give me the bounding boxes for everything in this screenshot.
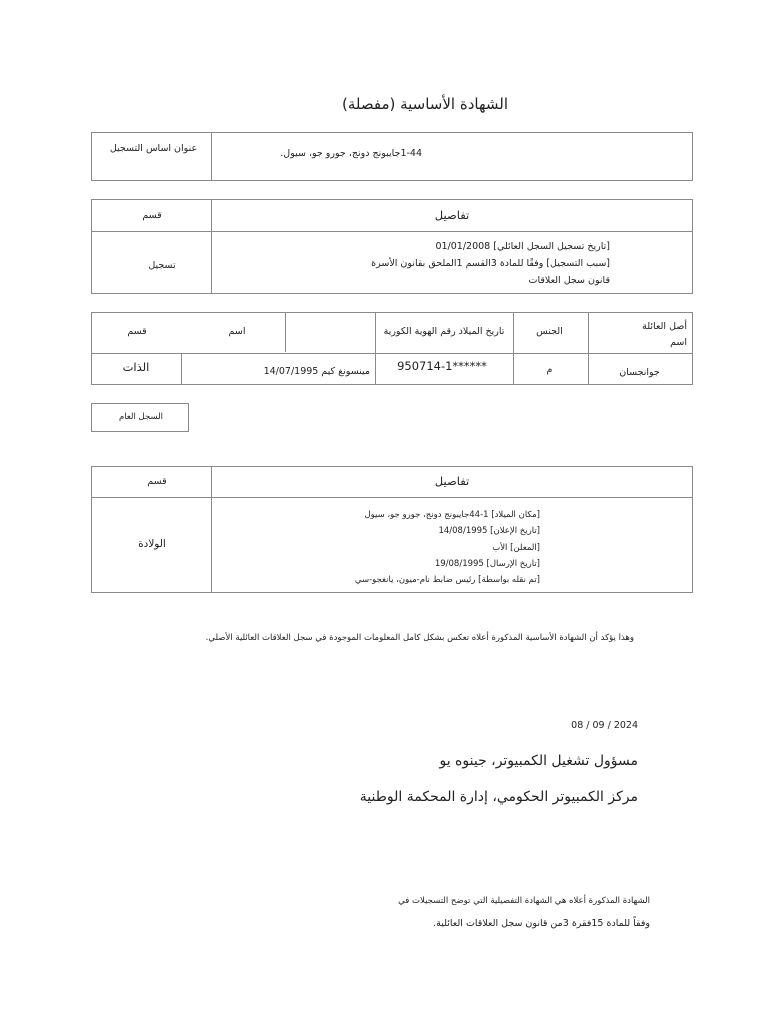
registration-line-3: قانون سجل العلاقات [528, 275, 610, 286]
birth-line-4: [تاريخ الإرسال] 19/08/1995 [434, 559, 540, 569]
registration-header-details: تفاصيل [434, 208, 470, 222]
person-gender: م [546, 364, 553, 375]
birth-line-5: [تم نقله بواسطة] رئيس ضابط نام-ميون، يانغجو-سي [354, 575, 540, 585]
person-id-number: 950714-1****** [397, 359, 487, 373]
birth-header-details: تفاصيل [434, 474, 470, 488]
registration-row-section: تسجيل [148, 260, 176, 271]
registration-table [91, 199, 693, 294]
certification-text: وهذا يؤكد أن الشهادة الأساسية المذكورة أعلاه تعكس بشكل كامل المعلومات الموجودة في سجل العلاقات العائلية الأصلي. [205, 633, 634, 643]
person-header-origin: أصل العائلة [642, 321, 687, 332]
footnote-line-1: الشهادة المذكورة أعلاه هي الشهادة التفصيلية التي توضح التسجيلات في [398, 896, 650, 906]
person-header-section: قسم [127, 326, 147, 337]
person-header-name-sub: اسم [670, 337, 687, 348]
birth-line-3: [المعلن] الأب [492, 543, 540, 553]
birth-line-2: [تاريخ الإعلان] 14/08/1995 [438, 526, 540, 536]
person-section: الذات [122, 360, 150, 374]
footnote-line-2: وفقاً للمادة 15فقرة 3من قانون سجل العلاقات العائلية. [433, 918, 650, 929]
registration-header-section: قسم [142, 210, 162, 221]
birth-header-section: قسم [147, 476, 167, 487]
general-record-label: السجل العام [118, 412, 164, 422]
registration-address-value: 1-44جايبونج دونج، جورو جو، سيول. [280, 148, 422, 159]
page-title: الشهادة الأساسية (مفصلة) [341, 95, 509, 113]
birth-row-section: الولادة [138, 538, 166, 550]
person-table [91, 312, 693, 385]
birth-table [91, 466, 693, 593]
person-header-name: اسم [228, 326, 246, 337]
person-origin: جوانجسان [619, 367, 660, 378]
registration-line-1: [تاريخ تسجيل السجل العائلي] 01/01/2008 [435, 241, 610, 252]
registration-address-label: عنوان اساس التسجيل [109, 143, 198, 154]
registration-address-box [91, 132, 693, 181]
official-title: مسؤول تشغيل الكمبيوتر، جينوه يو [439, 753, 638, 769]
general-record-box [91, 403, 189, 432]
office-name: مركز الكمبيوتر الحكومي، إدارة المحكمة الوطنية [359, 789, 638, 805]
issue-date: 08 / 09 / 2024 [571, 720, 638, 731]
person-header-gender: الجنس [536, 326, 563, 337]
birth-line-1: [مكان الميلاد] 1-44جايبونج دونج، جورو جو، سيول [364, 510, 540, 520]
registration-line-2: [سبب التسجيل] وفقًا للمادة 3القسم 1الملحق بقانون الأسرة [371, 258, 610, 269]
person-name-date: مينسونغ كيم 14/07/1995 [263, 366, 370, 377]
person-header-birth-id: تاريخ الميلاد رقم الهوية الكورية [383, 326, 505, 337]
